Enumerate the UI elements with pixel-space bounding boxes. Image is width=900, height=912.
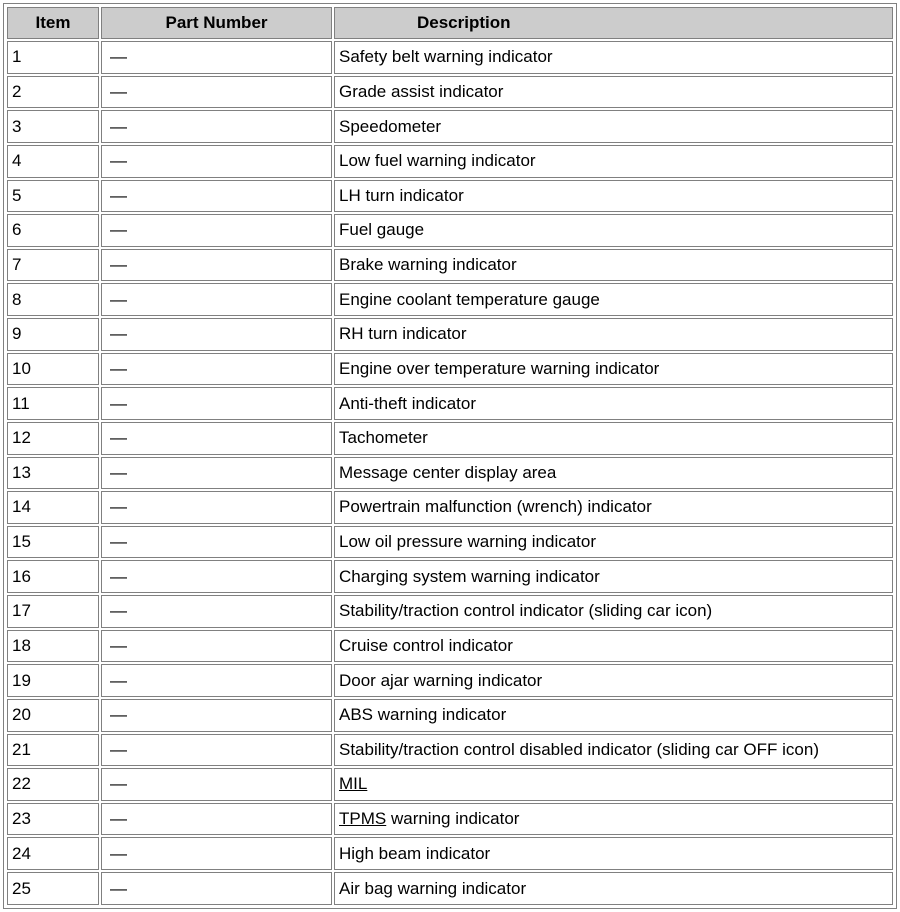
cell-part-number: — bbox=[101, 457, 332, 490]
description-text: High beam indicator bbox=[339, 843, 491, 863]
cell-item: 5 bbox=[7, 180, 99, 213]
table-row bbox=[7, 180, 893, 213]
cell-part-number: — bbox=[101, 41, 332, 74]
cell-item: 7 bbox=[7, 249, 99, 282]
cell-item: 8 bbox=[7, 283, 99, 316]
table-row bbox=[7, 837, 893, 870]
cell-part-number: — bbox=[101, 214, 332, 247]
table-row bbox=[7, 76, 893, 109]
cell-description bbox=[334, 560, 893, 593]
table-row bbox=[7, 457, 893, 490]
cell-item: 15 bbox=[7, 526, 99, 559]
column-header-description: Description bbox=[334, 7, 893, 39]
description-text: Engine over temperature warning indicator bbox=[339, 358, 660, 378]
cell-description bbox=[334, 872, 893, 905]
description-text: Charging system warning indicator bbox=[339, 566, 600, 586]
table-row bbox=[7, 803, 893, 836]
cell-item: 20 bbox=[7, 699, 99, 732]
description-text: Engine coolant temperature gauge bbox=[339, 289, 600, 309]
table-row bbox=[7, 526, 893, 559]
description-text: LH turn indicator bbox=[339, 185, 464, 205]
description-text: ABS warning indicator bbox=[339, 705, 507, 725]
cell-part-number: — bbox=[101, 387, 332, 420]
cell-description bbox=[334, 145, 893, 178]
cell-item: 24 bbox=[7, 837, 99, 870]
cell-item: 9 bbox=[7, 318, 99, 351]
cell-item: 25 bbox=[7, 872, 99, 905]
cell-item: 21 bbox=[7, 734, 99, 767]
description-text: warning indicator bbox=[386, 809, 520, 829]
cell-description bbox=[334, 457, 893, 490]
abbreviation-link[interactable]: MIL bbox=[339, 774, 368, 794]
cell-part-number: — bbox=[101, 422, 332, 455]
cell-description bbox=[334, 353, 893, 386]
table-row bbox=[7, 214, 893, 247]
column-header-part-number: Part Number bbox=[101, 7, 332, 39]
cell-part-number: — bbox=[101, 283, 332, 316]
cell-description bbox=[334, 734, 893, 767]
description-text: RH turn indicator bbox=[339, 324, 467, 344]
cell-part-number: — bbox=[101, 180, 332, 213]
column-header-item: Item bbox=[7, 7, 99, 39]
table-row bbox=[7, 145, 893, 178]
description-text: Tachometer bbox=[339, 428, 428, 448]
cell-description bbox=[334, 180, 893, 213]
description-text: Stability/traction control indicator (sliding car icon) bbox=[339, 601, 713, 621]
cell-description bbox=[334, 803, 893, 836]
cell-part-number: — bbox=[101, 145, 332, 178]
table-row bbox=[7, 630, 893, 663]
table-row bbox=[7, 249, 893, 282]
cell-part-number: — bbox=[101, 560, 332, 593]
description-text: Air bag warning indicator bbox=[339, 878, 527, 898]
cell-item: 2 bbox=[7, 76, 99, 109]
abbreviation-link[interactable]: TPMS bbox=[339, 809, 387, 829]
table-row bbox=[7, 353, 893, 386]
cell-part-number: — bbox=[101, 837, 332, 870]
cell-description bbox=[334, 110, 893, 143]
cell-description bbox=[334, 699, 893, 732]
cell-part-number: — bbox=[101, 249, 332, 282]
table-row bbox=[7, 41, 893, 74]
cell-description bbox=[334, 76, 893, 109]
cell-item: 16 bbox=[7, 560, 99, 593]
table-row bbox=[7, 387, 893, 420]
cell-part-number: — bbox=[101, 699, 332, 732]
cell-description bbox=[334, 214, 893, 247]
cell-part-number: — bbox=[101, 734, 332, 767]
description-text: Stability/traction control disabled indicator (sliding car OFF icon) bbox=[339, 739, 819, 759]
description-text: Cruise control indicator bbox=[339, 635, 513, 655]
cell-item: 17 bbox=[7, 595, 99, 628]
cell-description bbox=[334, 387, 893, 420]
cell-item: 10 bbox=[7, 353, 99, 386]
table-row bbox=[7, 491, 893, 524]
description-text: Grade assist indicator bbox=[339, 81, 504, 101]
cell-description bbox=[334, 318, 893, 351]
table-row bbox=[7, 422, 893, 455]
cell-item: 12 bbox=[7, 422, 99, 455]
cell-part-number: — bbox=[101, 526, 332, 559]
cell-part-number: — bbox=[101, 76, 332, 109]
description-text: Safety belt warning indicator bbox=[339, 47, 553, 67]
cell-part-number: — bbox=[101, 664, 332, 697]
description-text: Brake warning indicator bbox=[339, 255, 517, 275]
cell-description bbox=[334, 491, 893, 524]
cell-item: 4 bbox=[7, 145, 99, 178]
cell-description bbox=[334, 41, 893, 74]
table-row bbox=[7, 283, 893, 316]
cell-item: 11 bbox=[7, 387, 99, 420]
description-text: Low fuel warning indicator bbox=[339, 151, 536, 171]
cell-part-number: — bbox=[101, 318, 332, 351]
description-text: Door ajar warning indicator bbox=[339, 670, 543, 690]
cell-part-number: — bbox=[101, 110, 332, 143]
table-row bbox=[7, 560, 893, 593]
table-row bbox=[7, 699, 893, 732]
cell-description bbox=[334, 630, 893, 663]
cell-item: 3 bbox=[7, 110, 99, 143]
description-text: Fuel gauge bbox=[339, 220, 425, 240]
cell-item: 22 bbox=[7, 768, 99, 801]
table-row bbox=[7, 872, 893, 905]
cell-item: 13 bbox=[7, 457, 99, 490]
parts-table-container bbox=[3, 3, 897, 909]
description-text: Speedometer bbox=[339, 116, 442, 136]
table-row bbox=[7, 734, 893, 767]
description-text: Anti-theft indicator bbox=[339, 393, 477, 413]
cell-description bbox=[334, 664, 893, 697]
cell-part-number: — bbox=[101, 768, 332, 801]
cell-part-number: — bbox=[101, 630, 332, 663]
table-body bbox=[7, 41, 893, 905]
table-row bbox=[7, 110, 893, 143]
cell-item: 14 bbox=[7, 491, 99, 524]
cell-part-number: — bbox=[101, 595, 332, 628]
cell-part-number: — bbox=[101, 353, 332, 386]
cell-description bbox=[334, 283, 893, 316]
table-row bbox=[7, 664, 893, 697]
cell-description bbox=[334, 422, 893, 455]
cell-description bbox=[334, 837, 893, 870]
description-text: Low oil pressure warning indicator bbox=[339, 532, 597, 552]
table-row bbox=[7, 595, 893, 628]
parts-table bbox=[5, 5, 895, 907]
cell-description bbox=[334, 595, 893, 628]
table-row bbox=[7, 768, 893, 801]
cell-item: 18 bbox=[7, 630, 99, 663]
cell-part-number: — bbox=[101, 872, 332, 905]
table-header-row bbox=[7, 7, 893, 39]
cell-part-number: — bbox=[101, 803, 332, 836]
cell-description bbox=[334, 526, 893, 559]
cell-item: 1 bbox=[7, 41, 99, 74]
description-text: Message center display area bbox=[339, 462, 557, 482]
cell-item: 6 bbox=[7, 214, 99, 247]
table-row bbox=[7, 318, 893, 351]
description-text: Powertrain malfunction (wrench) indicator bbox=[339, 497, 652, 517]
cell-item: 23 bbox=[7, 803, 99, 836]
cell-item: 19 bbox=[7, 664, 99, 697]
cell-description bbox=[334, 249, 893, 282]
cell-part-number: — bbox=[101, 491, 332, 524]
cell-description bbox=[334, 768, 893, 801]
